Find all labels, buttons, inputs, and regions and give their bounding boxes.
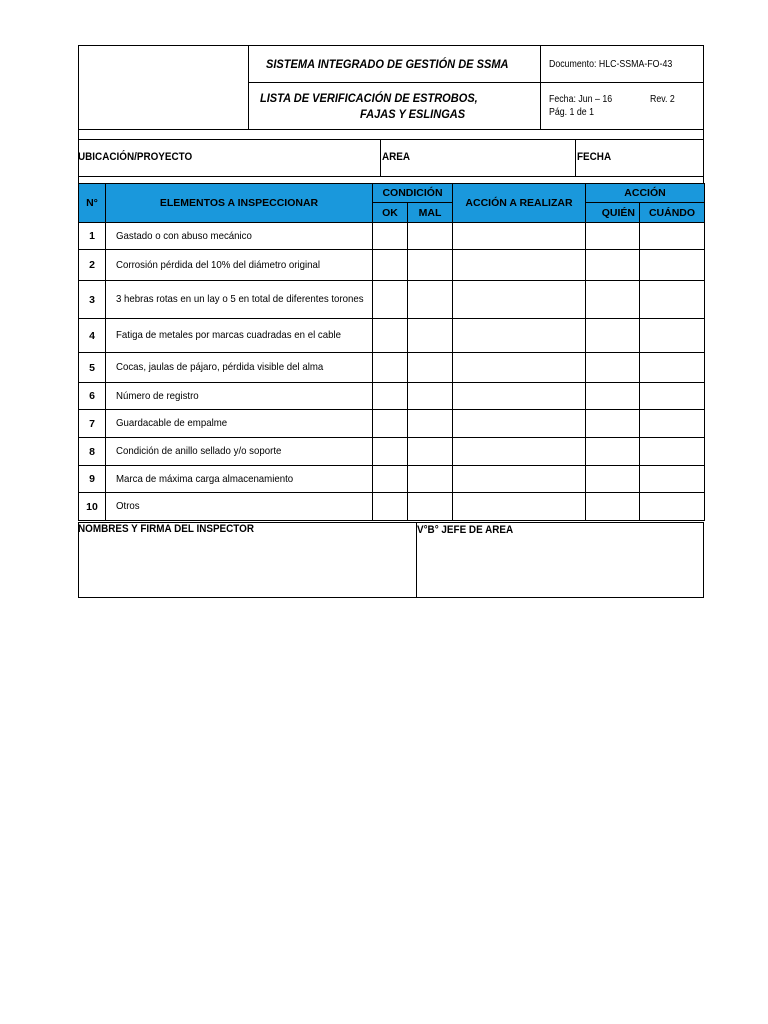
- table-row: [79, 319, 705, 353]
- row-number: 5: [79, 353, 106, 383]
- ok-cell[interactable]: [373, 438, 408, 466]
- row-description: Marca de máxima carga almacenamiento: [106, 466, 373, 493]
- header-row-divider: [248, 82, 704, 83]
- when-cell[interactable]: [640, 223, 705, 250]
- fecha-label: FECHA: [577, 151, 612, 163]
- table-row: [79, 466, 705, 493]
- table-row: [79, 438, 705, 466]
- col-header-who: QUIÉN: [586, 203, 640, 223]
- col-header-condition: CONDICIÓN: [373, 184, 453, 203]
- row-number: 10: [79, 493, 106, 521]
- table-row: [79, 383, 705, 410]
- ok-cell[interactable]: [373, 493, 408, 521]
- mal-cell[interactable]: [408, 410, 453, 438]
- row-number: 3: [79, 281, 106, 319]
- who-cell[interactable]: [586, 281, 640, 319]
- when-cell[interactable]: [640, 250, 705, 281]
- area-divider: [380, 140, 381, 176]
- ok-cell[interactable]: [373, 410, 408, 438]
- row-description: Guardacable de empalme: [106, 410, 373, 438]
- action-cell[interactable]: [453, 383, 586, 410]
- inspector-signature-label: NOMBRES Y FIRMA DEL INSPECTOR: [78, 523, 255, 535]
- ok-cell[interactable]: [373, 223, 408, 250]
- row-description: Corrosión pérdida del 10% del diámetro original: [106, 250, 373, 281]
- mal-cell[interactable]: [408, 353, 453, 383]
- location-right-border: [703, 140, 704, 183]
- action-cell[interactable]: [453, 250, 586, 281]
- when-cell[interactable]: [640, 353, 705, 383]
- who-cell[interactable]: [586, 353, 640, 383]
- row-description: Número de registro: [106, 383, 373, 410]
- ok-cell[interactable]: [373, 250, 408, 281]
- ok-cell[interactable]: [373, 353, 408, 383]
- who-cell[interactable]: [586, 383, 640, 410]
- header-bottom-divider: [78, 129, 704, 130]
- action-cell[interactable]: [453, 410, 586, 438]
- who-cell[interactable]: [586, 410, 640, 438]
- table-row: [79, 250, 705, 281]
- col-header-mal: MAL: [408, 203, 453, 223]
- mal-cell[interactable]: [408, 223, 453, 250]
- who-cell[interactable]: [586, 223, 640, 250]
- area-head-signature-field[interactable]: [418, 537, 703, 597]
- form-date: Fecha: Jun – 16: [549, 94, 613, 105]
- when-cell[interactable]: [640, 281, 705, 319]
- mal-cell[interactable]: [408, 493, 453, 521]
- row-number: 4: [79, 319, 106, 353]
- area-label: AREA: [382, 151, 411, 163]
- mal-cell[interactable]: [408, 383, 453, 410]
- when-cell[interactable]: [640, 493, 705, 521]
- ok-cell[interactable]: [373, 466, 408, 493]
- area-head-approval-label: V°B° JEFE DE AREA: [417, 524, 514, 536]
- inspector-signature-field[interactable]: [79, 537, 415, 597]
- form-title-line2: FAJAS Y ESLINGAS: [360, 107, 466, 121]
- row-number: 8: [79, 438, 106, 466]
- when-cell[interactable]: [640, 466, 705, 493]
- form-revision: Rev. 2: [650, 94, 675, 105]
- mal-cell[interactable]: [408, 319, 453, 353]
- when-cell[interactable]: [640, 319, 705, 353]
- mal-cell[interactable]: [408, 281, 453, 319]
- col-header-action-to-take: ACCIÓN A REALIZAR: [453, 184, 586, 223]
- who-cell[interactable]: [586, 466, 640, 493]
- row-description: Condición de anillo sellado y/o soporte: [106, 438, 373, 466]
- table-row: [79, 410, 705, 438]
- who-cell[interactable]: [586, 319, 640, 353]
- form-page: Pág. 1 de 1: [549, 107, 595, 118]
- action-cell[interactable]: [453, 319, 586, 353]
- row-description: Otros: [106, 493, 373, 521]
- row-description: Fatiga de metales por marcas cuadradas en el cable: [106, 319, 373, 353]
- fecha-divider: [575, 140, 576, 176]
- action-cell[interactable]: [453, 466, 586, 493]
- action-cell[interactable]: [453, 353, 586, 383]
- table-row: [79, 493, 705, 521]
- doc-info-divider: [540, 45, 541, 129]
- action-cell[interactable]: [453, 493, 586, 521]
- ok-cell[interactable]: [373, 319, 408, 353]
- document-code: Documento: HLC-SSMA-FO-43: [549, 59, 673, 70]
- row-number: 7: [79, 410, 106, 438]
- action-cell[interactable]: [453, 223, 586, 250]
- inspection-table: [78, 183, 705, 521]
- system-title: SISTEMA INTEGRADO DE GESTIÓN DE SSMA: [266, 57, 509, 71]
- row-number: 1: [79, 223, 106, 250]
- row-number: 6: [79, 383, 106, 410]
- who-cell[interactable]: [586, 493, 640, 521]
- when-cell[interactable]: [640, 410, 705, 438]
- who-cell[interactable]: [586, 250, 640, 281]
- table-row: [79, 223, 705, 250]
- row-number: 2: [79, 250, 106, 281]
- col-header-ok: OK: [373, 203, 408, 223]
- when-cell[interactable]: [640, 383, 705, 410]
- form-title-line1: LISTA DE VERIFICACIÓN DE ESTROBOS,: [260, 91, 478, 105]
- ok-cell[interactable]: [373, 383, 408, 410]
- row-description: 3 hebras rotas en un lay o 5 en total de diferentes torones: [106, 281, 373, 319]
- when-cell[interactable]: [640, 438, 705, 466]
- action-cell[interactable]: [453, 438, 586, 466]
- ubicacion-label: UBICACIÓN/PROYECTO: [78, 151, 193, 163]
- row-description: Cocas, jaulas de pájaro, pérdida visible del alma: [106, 353, 373, 383]
- who-cell[interactable]: [586, 438, 640, 466]
- col-header-elements: ELEMENTOS A INSPECCIONAR: [106, 184, 373, 223]
- table-row: [79, 281, 705, 319]
- logo-divider: [248, 45, 249, 129]
- mal-cell[interactable]: [408, 466, 453, 493]
- row-number: 9: [79, 466, 106, 493]
- col-header-num: N°: [79, 184, 106, 223]
- mal-cell[interactable]: [408, 438, 453, 466]
- mal-cell[interactable]: [408, 250, 453, 281]
- row-description: Gastado o con abuso mecánico: [106, 223, 373, 250]
- col-header-action: ACCIÓN: [586, 184, 705, 203]
- col-header-when: CUÁNDO: [640, 203, 705, 223]
- action-cell[interactable]: [453, 281, 586, 319]
- table-row: [79, 353, 705, 383]
- location-row-bottom: [78, 176, 704, 177]
- logo-area: [78, 45, 248, 129]
